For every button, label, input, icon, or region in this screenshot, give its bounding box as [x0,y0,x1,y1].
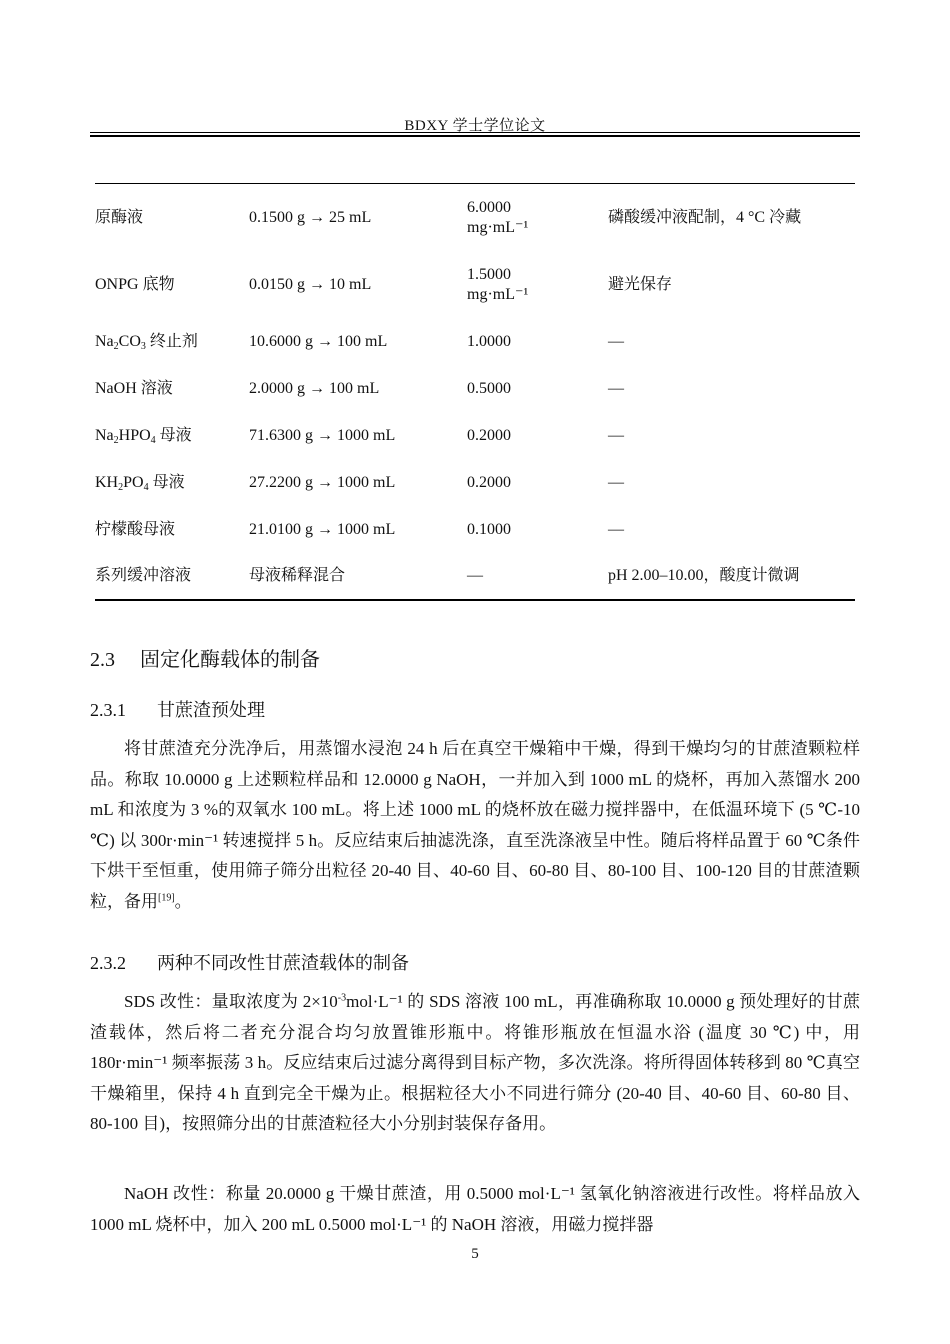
conc-unit: mg·mL⁻¹ [467,286,529,303]
conc-value: 6.0000 [467,199,511,216]
formula-subscript: 4 [143,481,149,493]
conc-unit: mg·mL⁻¹ [467,219,529,236]
cell-prep: 21.0100 g → 1000 mL [249,520,396,538]
subsection-number: 2.3.2 [90,953,126,973]
table-row [95,252,855,318]
paragraph-text: SDS 改性：量取浓度为 2×10 [124,992,338,1011]
cell-name: NaOH 溶液 [95,380,173,397]
subsection-title: 两种不同改性甘蔗渣载体的制备 [157,953,409,974]
cell-conc [467,252,608,318]
cell-prep: 母液稀释混合 [249,567,346,584]
cell-prep: 0.0150 g → 10 mL [249,276,372,293]
formula-part: HPO [118,426,151,444]
section-number: 2.3 [90,649,115,671]
table-row [95,412,855,459]
formula-subscript: 2 [118,481,124,493]
cell-conc: 0.5000 [467,380,511,397]
cell-name: 柠檬酸母液 [95,520,176,538]
cell-conc: 0.1000 [467,520,511,538]
paragraph-text: 将甘蔗渣充分洗净后，用蒸馏水浸泡 24 h 后在真空干燥箱中干燥，得到干燥均匀的甘蔗渣颗粒样品。称取 10.0000 g 上述颗粒样品和 12.0000 g NaOH，一并加入到 1000 mL 的烧杯，再加入蒸馏水 200 mL 和浓度为 3 %的双氧水 100 mL。将上述 1000 mL 的烧杯放在磁力搅拌器中，在低温环境下 (5 ℃-10 ℃) 以 300r·min⁻¹ 转速搅拌 5 h。反应结束后抽滤洗涤，直至洗涤液呈中性。随后将样品置于 60 ℃条件下烘干至恒重，使用筛子筛分出粒径 20-40 目、40-60 目、60-80 目、80-100 目、100-120 目的甘蔗渣颗粒，备用 [90,739,860,911]
cell-note: — [608,426,624,444]
cell-conc: 0.2000 [467,473,511,491]
cell-prep: 0.1500 g → 25 mL [249,209,372,226]
table-row [95,459,855,506]
cell-note: 磷酸缓冲液配制，4 °C 冷藏 [608,209,802,226]
cell-note: — [608,333,624,350]
cell-name: 原酶液 [95,209,144,226]
table-row [95,318,855,366]
cell-conc: 1.0000 [467,333,511,350]
citation: [19] [158,891,175,903]
cell-conc [467,184,608,252]
exponent: -3 [337,992,347,1004]
cell-prep: 2.0000 g → 100 mL [249,380,380,397]
subsection-heading [90,949,409,975]
paragraph [90,734,860,917]
header-rule-thick [90,135,860,137]
paragraph: NaOH 改性：称量 20.0000 g 干燥甘蔗渣，用 0.5000 mol·L⁻¹ 氢氧化钠溶液进行改性。将样品放入 1000 mL 烧杯中，加入 200 mL 0.5000 mol·L⁻¹ 的 NaOH 溶液，用磁力搅拌器 [90,1184,860,1234]
table-row [95,184,855,252]
formula-part: Na [95,426,114,444]
conc-value: 1.5000 [467,266,511,283]
formula-subscript: 2 [113,341,119,352]
cell-name [95,459,249,506]
formula-subscript: 2 [113,434,119,446]
cell-prep: 10.6000 g → 100 mL [249,333,388,350]
cell-name: ONPG 底物 [95,276,175,293]
table-row [95,553,855,599]
section-heading [90,643,320,672]
cell-note: — [608,520,624,538]
subsection-number: 2.3.1 [90,700,126,720]
formula-suffix: 母液 [155,426,192,444]
cell-note: — [608,380,624,397]
cell-conc: 0.2000 [467,426,511,444]
cell-note: — [608,473,624,491]
paragraph-text: 。 [174,891,192,911]
reagent-table [95,183,855,601]
cell-name [95,412,249,459]
table-row [95,366,855,412]
cell-note: pH 2.00–10.00，酸度计微调 [608,567,800,584]
cell-prep: 27.2200 g → 1000 mL [249,473,396,491]
formula-part: KH [95,473,119,491]
page-number: 5 [471,1246,479,1262]
formula-part: PO [123,473,144,491]
cell-prep: 71.6300 g → 1000 mL [249,426,396,444]
subsection-title: 甘蔗渣预处理 [157,700,265,721]
cell-conc: — [467,567,483,584]
table-row [95,506,855,553]
subsection-heading [90,696,265,722]
formula-subscript: 3 [140,341,146,352]
table-bottom-rule [95,599,855,601]
section-title: 固定化酶载体的制备 [140,647,320,671]
cell-note: 避光保存 [608,276,673,293]
formula-part: CO [118,333,141,350]
paragraph-text: mol·L⁻¹ 的 SDS 溶液 100 mL，再准确称取 10.0000 g 预处理好的甘蔗渣载体，然后将二者充分混合均匀放置锥形瓶中。将锥形瓶放在恒温水浴 (温度 30 ℃) 中，用 180r·min⁻¹ 频率振荡 3 h。反应结束后过滤分离得到目标产物，多次洗涤。将所得固体转移到 80 ℃真空干燥箱里，保持 4 h 直到完全干燥为止。根据粒径大小不同进行筛分 (20-40 目、40-60 目、60-80 目、80-100 目)，按照筛分出的甘蔗渣粒径大小分别封装保存备用。 [90,992,860,1133]
cell-name [95,318,249,366]
page-header: BDXY 学士学位论文 [404,118,546,134]
formula-subscript: 4 [150,434,156,446]
header-rule-thin [90,132,860,133]
paragraph [90,987,860,1140]
formula-part: Na [95,333,114,350]
cell-name: 系列缓冲溶液 [95,567,192,584]
formula-suffix: 母液 [148,473,185,491]
formula-suffix: 终止剂 [145,333,198,350]
